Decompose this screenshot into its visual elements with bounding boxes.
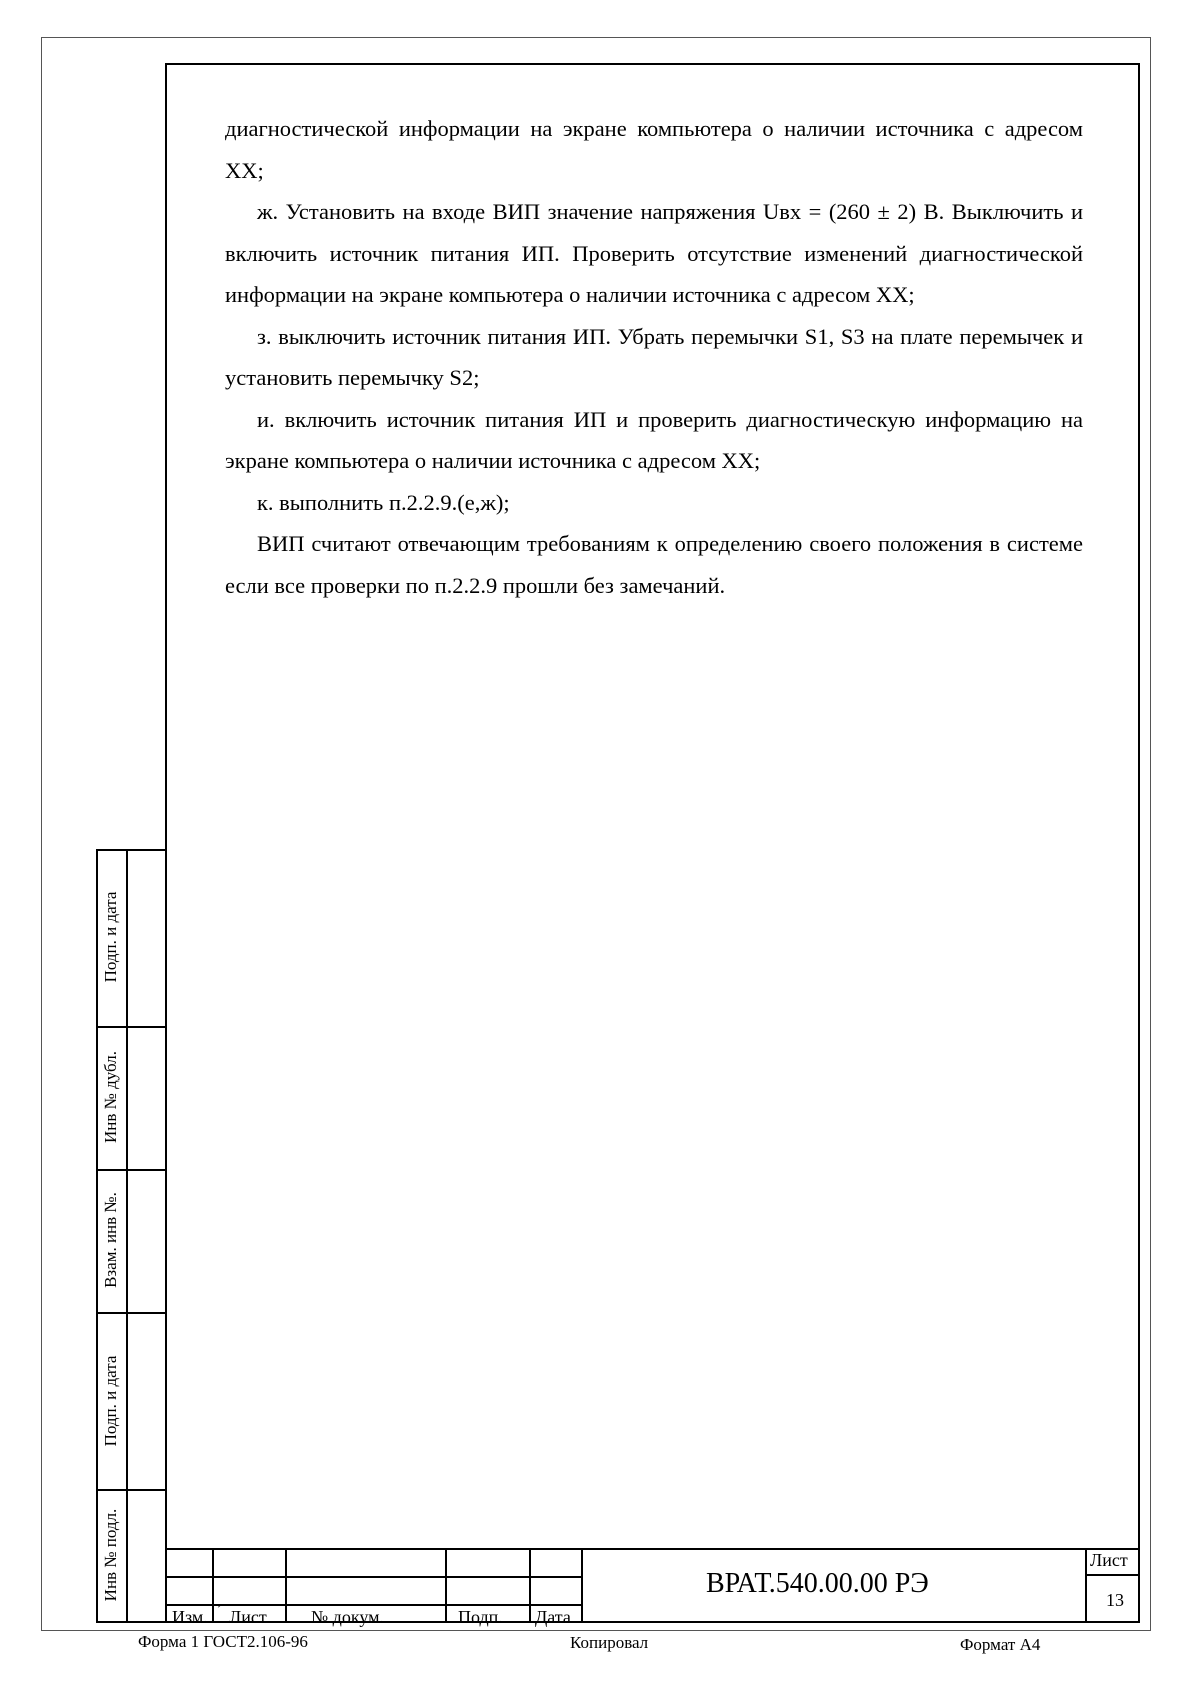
footer-format: Формат А4 (960, 1635, 1041, 1654)
col-izm: Изм. (172, 1607, 208, 1627)
title-block-top-line (165, 1548, 1140, 1550)
sheet-number: 13 (1106, 1590, 1124, 1610)
footer-copied: Копировал (570, 1633, 649, 1652)
tick-mark: ´ (217, 1603, 221, 1617)
title-block-col-line (581, 1548, 583, 1623)
side-stamp-line (96, 1489, 167, 1491)
paragraph-k: к. выполнить п.2.2.9.(е,ж); (257, 489, 510, 515)
side-stamp-divider (126, 849, 128, 1623)
col-list: Лист (229, 1607, 267, 1627)
sheet-label: Лист (1090, 1550, 1128, 1570)
sheet-cell-line (1085, 1574, 1140, 1576)
paragraph-conclusion: ВИП считают отвечающим требованиям к определению своего положения в системе если все проверки по п.2.2.9 прошли без замечаний. (225, 531, 1083, 598)
col-sign: Подп. (458, 1607, 503, 1627)
paragraph-continuation: диагностической информации на экране компьютера о наличии источника с адресом XX; (225, 116, 1083, 183)
paragraph-z: з. выключить источник питания ИП. Убрать перемычки S1, S3 на плате перемычек и установить перемычку S2; (225, 323, 1083, 390)
title-block-col-line (529, 1548, 531, 1623)
col-date: Дата (535, 1607, 571, 1627)
side-label-inv-dubl: Инв № дубл. (101, 1050, 120, 1144)
title-block-col-line (285, 1548, 287, 1623)
side-label-sign-date-bottom: Подп. и дата (101, 1355, 120, 1447)
side-stamp-line (96, 1169, 167, 1171)
document-body (225, 108, 1083, 606)
side-stamp-line (96, 1312, 167, 1314)
paragraph-i: и. включить источник питания ИП и проверить диагностическую информацию на экране компьютера о наличии источника с адресом XX; (225, 406, 1083, 473)
title-block-col-line (212, 1548, 214, 1623)
title-block-row-line (165, 1576, 583, 1578)
col-doc-number: № докум. (311, 1607, 384, 1627)
paragraph-zh: ж. Установить на входе ВИП значение напряжения Uвх = (260 ± 2) В. Выключить и включить источник питания ИП. Проверить отсутствие изменений диагностической информации на экране компьютера о наличии источника с адресом XX; (225, 199, 1083, 307)
side-label-vzam-inv: Взам. инв №. (101, 1192, 120, 1288)
sheet-cell-col-line (1085, 1548, 1087, 1623)
document-code: ВРАТ.540.00.00 РЭ (706, 1568, 929, 1599)
title-block-row-line (165, 1604, 583, 1606)
side-label-inv-podl: Инв № подл. (101, 1508, 120, 1602)
side-stamp-line (96, 1026, 167, 1028)
title-block-col-line (445, 1548, 447, 1623)
side-label-sign-date-top: Подп. и дата (101, 891, 120, 983)
footer-form: Форма 1 ГОСТ2.106-96 (138, 1632, 308, 1651)
